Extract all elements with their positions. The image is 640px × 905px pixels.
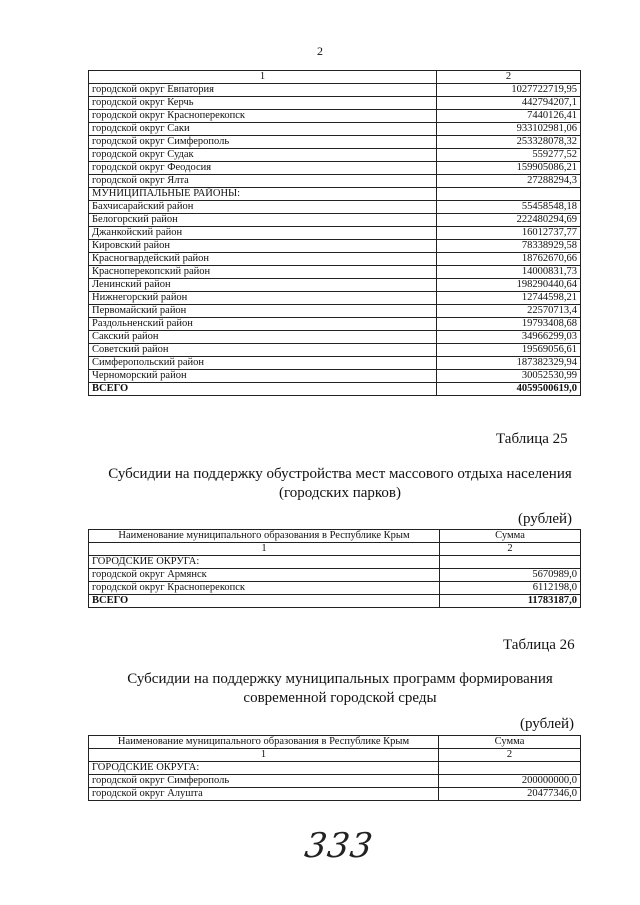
- row-value: 200000000,0: [439, 775, 581, 788]
- table-row: [89, 775, 581, 788]
- row-name: Раздольненский район: [89, 318, 437, 331]
- row-value: 253328078,32: [437, 136, 581, 149]
- table-row: [89, 136, 581, 149]
- row-value: 22570713,4: [437, 305, 581, 318]
- row-value: [437, 188, 581, 201]
- column-number-1: 1: [89, 749, 439, 762]
- row-value: 222480294,69: [437, 214, 581, 227]
- column-header-name: Наименование муниципального образования в Республике Крым: [89, 736, 439, 749]
- table-row: [89, 788, 581, 801]
- row-name: городской округ Алушта: [89, 788, 439, 801]
- table-26-title-line-2: современной городской среды: [243, 690, 437, 706]
- table-row: [89, 318, 581, 331]
- table-26-title: [60, 670, 620, 708]
- table-row: [89, 123, 581, 136]
- row-name: Первомайский район: [89, 305, 437, 318]
- row-name: Советский район: [89, 344, 437, 357]
- row-value: 19569056,61: [437, 344, 581, 357]
- row-value: 559277,52: [437, 149, 581, 162]
- table-row: [89, 357, 581, 370]
- row-value: 7440126,41: [437, 110, 581, 123]
- table-26-unit: (рублей): [520, 716, 575, 732]
- row-value: 27288294,3: [437, 175, 581, 188]
- total-row: [89, 595, 581, 608]
- column-number-2: 2: [437, 71, 581, 84]
- row-name: городской округ Армянск: [89, 569, 440, 582]
- row-value: 78338929,58: [437, 240, 581, 253]
- row-name: городской округ Красноперекопск: [89, 582, 440, 595]
- row-name: городской округ Симферополь: [89, 775, 439, 788]
- total-value: 11783187,0: [440, 595, 581, 608]
- table-row: [89, 201, 581, 214]
- column-header-sum: Сумма: [439, 736, 581, 749]
- row-name: Белогорский район: [89, 214, 437, 227]
- table-row: [89, 110, 581, 123]
- column-number-2: 2: [440, 543, 581, 556]
- table-row: [89, 214, 581, 227]
- row-name: МУНИЦИПАЛЬНЫЕ РАЙОНЫ:: [89, 188, 437, 201]
- table-row: [89, 227, 581, 240]
- row-name: городской округ Евпатория: [89, 84, 437, 97]
- table-row: [89, 253, 581, 266]
- row-value: 14000831,73: [437, 266, 581, 279]
- table-25-unit: (рублей): [518, 511, 573, 527]
- row-value: 12744598,21: [437, 292, 581, 305]
- row-value: 34966299,03: [437, 331, 581, 344]
- row-name: городской округ Симферополь: [89, 136, 437, 149]
- group-heading: ГОРОДСКИЕ ОКРУГА:: [89, 762, 439, 775]
- table-row: [89, 84, 581, 97]
- row-name: Красноперекопский район: [89, 266, 437, 279]
- table-26: [88, 735, 581, 801]
- row-name: Кировский район: [89, 240, 437, 253]
- table-row: [89, 582, 581, 595]
- table-header-row: [89, 71, 581, 84]
- row-value: 187382329,94: [437, 357, 581, 370]
- table-row: [89, 344, 581, 357]
- row-name: городской округ Феодосия: [89, 162, 437, 175]
- table-row: [89, 240, 581, 253]
- row-value: 198290440,64: [437, 279, 581, 292]
- handwritten-page-number: 333: [302, 826, 376, 866]
- row-value: 18762670,66: [437, 253, 581, 266]
- row-value: 19793408,68: [437, 318, 581, 331]
- table-row: [89, 175, 581, 188]
- row-name: городской округ Красноперекопск: [89, 110, 437, 123]
- row-name: Черноморский район: [89, 370, 437, 383]
- table-row: [89, 149, 581, 162]
- column-number-1: 1: [89, 71, 437, 84]
- row-value: 5670989,0: [440, 569, 581, 582]
- table-row: [89, 569, 581, 582]
- row-name: городской округ Керчь: [89, 97, 437, 110]
- row-value: 933102981,06: [437, 123, 581, 136]
- row-value: 16012737,77: [437, 227, 581, 240]
- row-name: городской округ Судак: [89, 149, 437, 162]
- table-row: [89, 370, 581, 383]
- total-row: [89, 383, 581, 396]
- total-label: ВСЕГО: [89, 595, 440, 608]
- page-number: 2: [317, 44, 323, 58]
- column-header-sum: Сумма: [440, 530, 581, 543]
- table-25-title: [60, 465, 620, 503]
- table-row: [89, 331, 581, 344]
- column-number-2: 2: [439, 749, 581, 762]
- table-25-label: Таблица 25: [496, 431, 568, 447]
- table-26-title-line-1: Субсидии на поддержку муниципальных программ формирования: [127, 671, 553, 687]
- table-continued: [88, 70, 581, 396]
- row-value: 30052530,99: [437, 370, 581, 383]
- row-name: Нижнегорский район: [89, 292, 437, 305]
- row-value: 20477346,0: [439, 788, 581, 801]
- row-value: 1027722719,95: [437, 84, 581, 97]
- table-row: [89, 305, 581, 318]
- row-name: городской округ Саки: [89, 123, 437, 136]
- table-row: [89, 188, 581, 201]
- group-heading: ГОРОДСКИЕ ОКРУГА:: [89, 556, 440, 569]
- table-26-label: Таблица 26: [503, 637, 575, 653]
- row-value: 442794207,1: [437, 97, 581, 110]
- total-label: ВСЕГО: [89, 383, 437, 396]
- table-row: [89, 97, 581, 110]
- table-25: [88, 529, 581, 608]
- table-25-title-line-1: Субсидии на поддержку обустройства мест массового отдыха населения: [108, 466, 572, 482]
- row-name: Джанкойский район: [89, 227, 437, 240]
- row-name: Бахчисарайский район: [89, 201, 437, 214]
- row-value: 6112198,0: [440, 582, 581, 595]
- row-name: Сакский район: [89, 331, 437, 344]
- table-row: [89, 162, 581, 175]
- table-row: [89, 279, 581, 292]
- row-name: Ленинский район: [89, 279, 437, 292]
- row-name: городской округ Ялта: [89, 175, 437, 188]
- row-name: Симферопольский район: [89, 357, 437, 370]
- row-value: 159905086,21: [437, 162, 581, 175]
- total-value: 4059500619,0: [437, 383, 581, 396]
- column-number-1: 1: [89, 543, 440, 556]
- column-header-name: Наименование муниципального образования в Республике Крым: [89, 530, 440, 543]
- table-row: [89, 266, 581, 279]
- table-25-title-line-2: (городских парков): [279, 485, 401, 501]
- row-value: 55458548,18: [437, 201, 581, 214]
- table-row: [89, 292, 581, 305]
- row-name: Красногвардейский район: [89, 253, 437, 266]
